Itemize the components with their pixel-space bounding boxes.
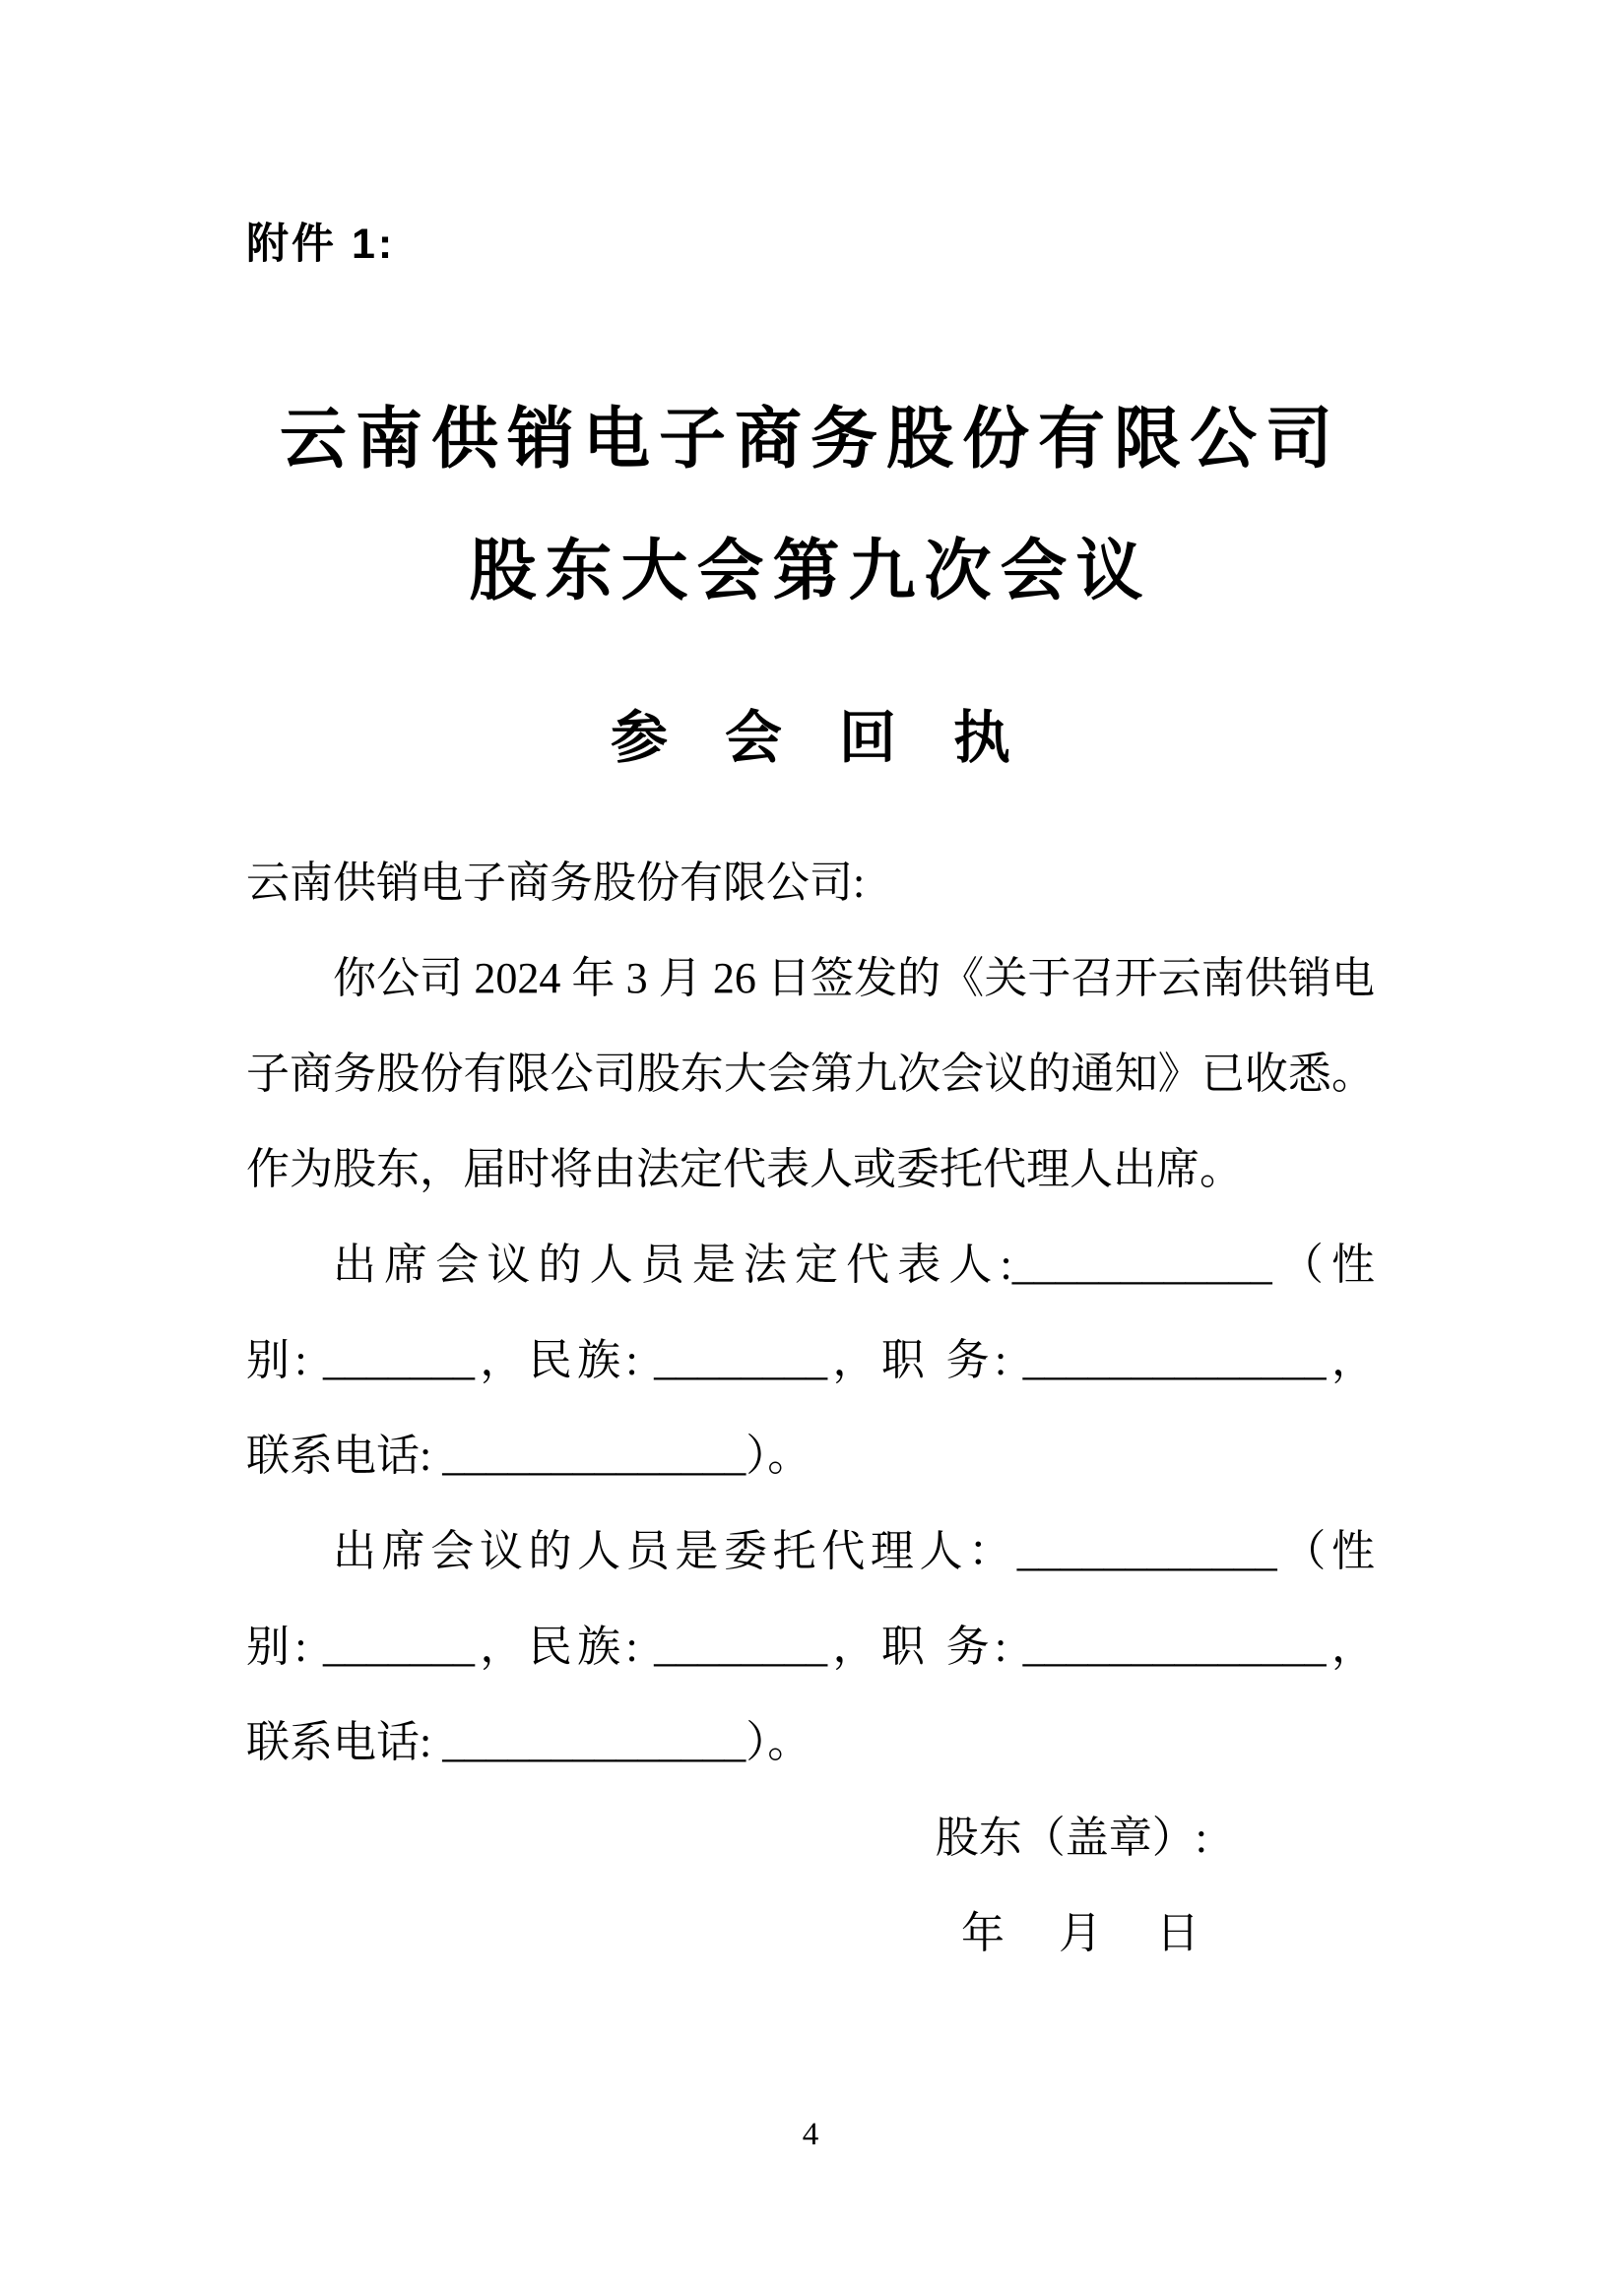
body-line-legal-rep-details: 别: _______，民族: ________，职 务: ______________，	[246, 1336, 1375, 1384]
date-line: 年 月 日	[961, 1909, 1200, 1957]
document-title-line2: 股东大会第九次会议	[469, 534, 1152, 608]
body-line-salutation: 云南供销电子商务股份有限公司:	[246, 859, 866, 907]
body-line-legal-rep-phone: 联系电话: ______________）。	[246, 1432, 811, 1480]
document-subtitle: 参 会 回 执	[610, 706, 1010, 770]
attachment-label: 附件 1:	[246, 221, 396, 268]
body-line-legal-representative: 出席会议的人员是法定代表人:____________（性	[333, 1241, 1375, 1289]
body-line-attendance-statement: 作为股东，届时将由法定代表人或委托代理人出席。	[246, 1145, 1243, 1193]
body-line-agent-details: 别: _______，民族: ________，职 务: ______________，	[246, 1623, 1375, 1671]
page-number: 4	[802, 2117, 819, 2152]
shareholder-stamp-line: 股东（盖章）:	[935, 1814, 1207, 1862]
body-line-entrusted-agent: 出席会议的人员是委托代理人：____________（性	[333, 1527, 1375, 1575]
body-line-agent-phone: 联系电话: ______________）。	[246, 1718, 811, 1766]
body-line-notice-part1: 你公司 2024 年 3 月 26 日签发的《关于召开云南供销电	[333, 954, 1375, 1002]
body-line-notice-part2: 子商务股份有限公司股东大会第九次会议的通知》已收悉。	[246, 1050, 1375, 1098]
document-title-line1: 云南供销电子商务股份有限公司	[279, 402, 1341, 477]
document-body	[246, 835, 1375, 1981]
